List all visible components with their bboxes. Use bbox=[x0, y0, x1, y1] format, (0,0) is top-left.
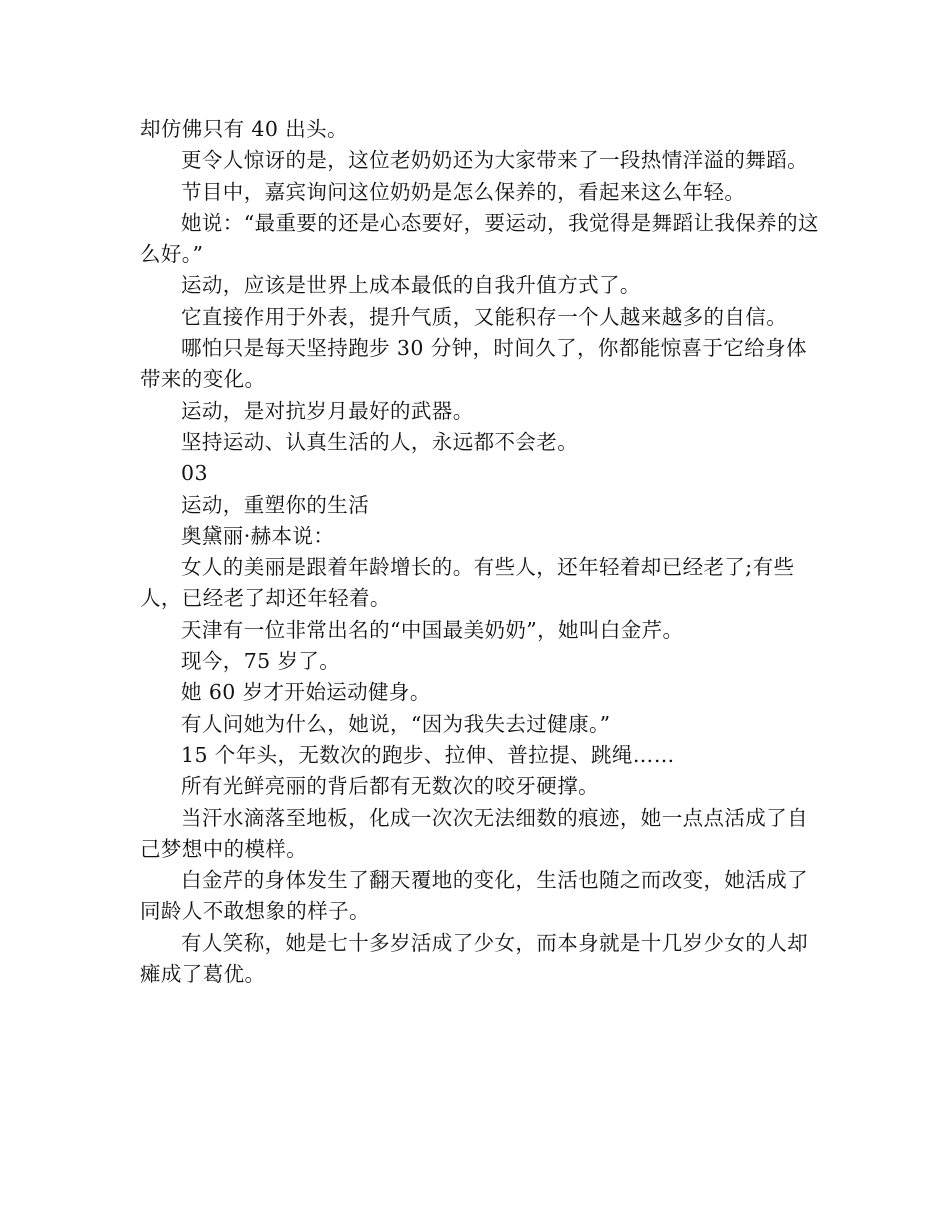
section-heading: 运动，重塑你的生活 bbox=[181, 492, 370, 517]
paragraph-21: 白金芹的身体发生了翻天覆地的变化，生活也随之而改变，她活成了同龄人不敢想象的样子。 bbox=[140, 868, 808, 924]
paragraph-7: 哪怕只是每天坚持跑步 30 分钟，时间久了，你都能惊喜于它给身体带来的变化。 bbox=[140, 336, 807, 392]
paragraph-3: 节目中，嘉宾询问这位奶奶是怎么保养的，看起来这么年轻。 bbox=[181, 179, 746, 204]
paragraph-4: 她说：“最重要的还是心态要好，要运动，我觉得是舞蹈让我保养的这么好。” bbox=[140, 210, 819, 267]
paragraph-14: 天津有一位非常出名的“中国最美奶奶”，她叫白金芹。 bbox=[181, 617, 684, 642]
paragraph-12: 奥黛丽·赫本说： bbox=[181, 523, 335, 548]
paragraph-15: 现今，75 岁了。 bbox=[181, 649, 341, 674]
paragraph-1: 却仿佛只有 40 出头。 bbox=[140, 117, 348, 141]
paragraph-2: 更令人惊讶的是，这位老奶奶还为大家带来了一段热情洋溢的舞蹈。 bbox=[181, 148, 808, 173]
paragraph-5: 运动，应该是世界上成本最低的自我升值方式了。 bbox=[181, 273, 641, 298]
paragraph-6: 它直接作用于外表，提升气质，又能积存一个人越来越多的自信。 bbox=[181, 304, 788, 329]
paragraph-8: 运动，是对抗岁月最好的武器。 bbox=[181, 398, 474, 423]
document-body bbox=[140, 114, 820, 990]
paragraph-19: 所有光鲜亮丽的背后都有无数次的咬牙硬撑。 bbox=[181, 774, 599, 799]
paragraph-13: 女人的美丽是跟着年龄增长的。有些人，还年轻着却已经老了;有些人，已经老了却还年轻着。 bbox=[140, 555, 795, 611]
paragraph-16: 她 60 岁才开始运动健身。 bbox=[181, 680, 431, 705]
section-number: 03 bbox=[181, 461, 208, 486]
paragraph-17: 有人问她为什么，她说，“因为我失去过健康。” bbox=[181, 711, 611, 736]
paragraph-20: 当汗水滴落至地板，化成一次次无法细数的痕迹，她一点点活成了自己梦想中的模样。 bbox=[140, 805, 808, 861]
paragraph-9: 坚持运动、认真生活的人，永远都不会老。 bbox=[181, 429, 579, 454]
paragraph-18: 15 个年头，无数次的跑步、拉伸、普拉提、跳绳…… bbox=[181, 742, 675, 767]
paragraph-22: 有人笑称，她是七十多岁活成了少女，而本身就是十几岁少女的人却瘫成了葛优。 bbox=[140, 930, 808, 987]
